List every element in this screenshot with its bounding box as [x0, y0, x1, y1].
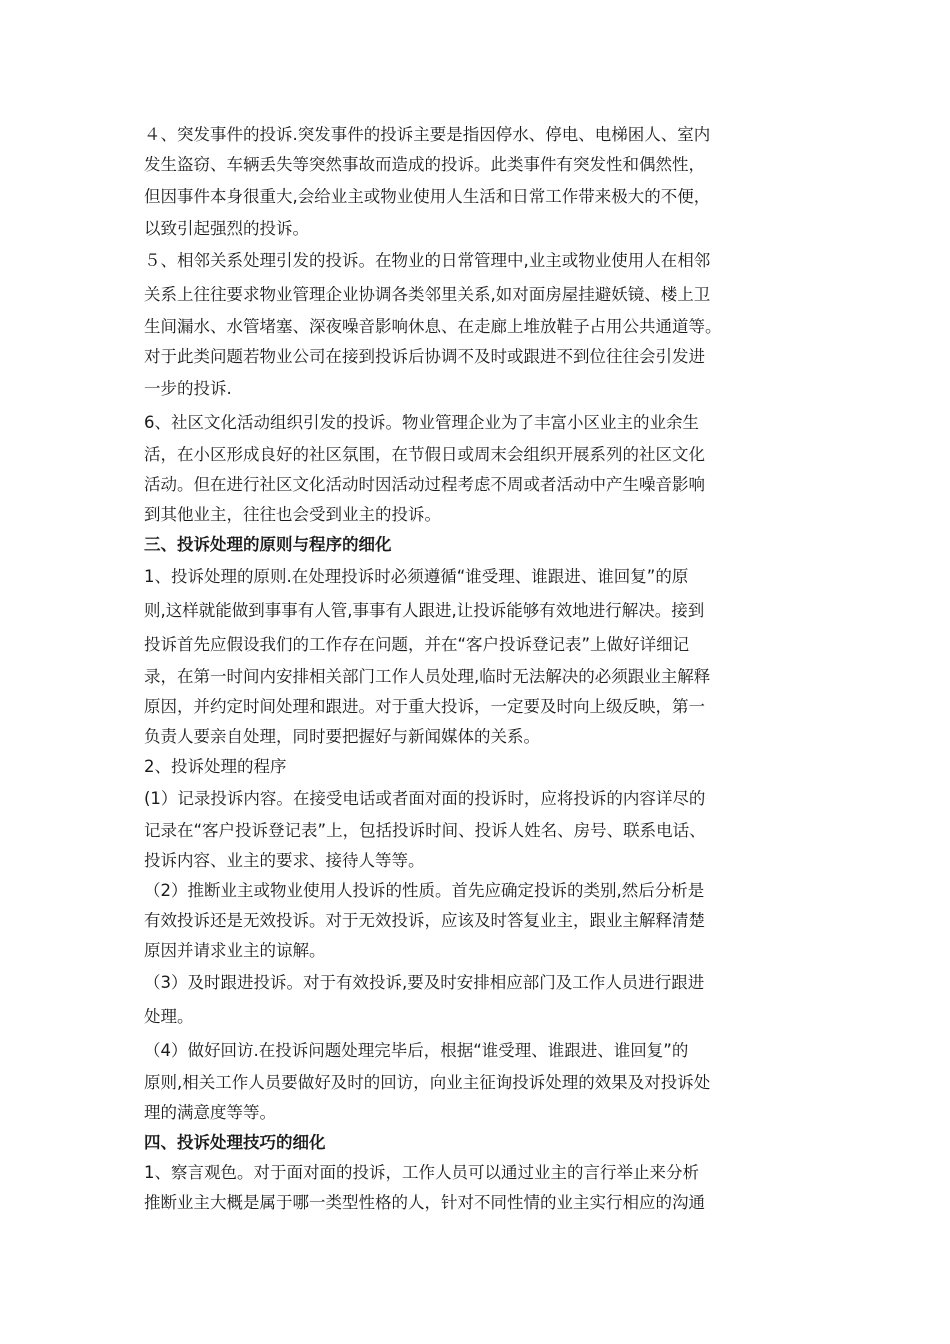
text-line: 处理。 — [144, 1007, 194, 1026]
text-line: 发生盗窃、车辆丢失等突然事故而造成的投诉。此类事件有突发性和偶然性， — [144, 155, 705, 174]
text-line: ４、突发事件的投诉.突发事件的投诉主要是指因停水、停电、电梯困人、室内 — [144, 125, 711, 144]
text-line: 则,这样就能做到事事有人管,事事有人跟进,让投诉能够有效地进行解决。接到 — [144, 601, 705, 620]
text-line: 投诉内容、业主的要求、接待人等等。 — [144, 851, 425, 870]
text-line: 原因并请求业主的谅解。 — [144, 941, 326, 960]
text-line: ５、相邻关系处理引发的投诉。在物业的日常管理中,业主或物业使用人在相邻 — [144, 251, 711, 270]
text-line: 生间漏水、水管堵塞、深夜噪音影响休息、在走廊上堆放鞋子占用公共通道等。 — [144, 317, 722, 336]
text-line: 1、察言观色。对于面对面的投诉，工作人员可以通过业主的言行举止来分析 — [144, 1163, 699, 1182]
text-line: 活动。但在进行社区文化活动时因活动过程考虑不周或者活动中产生噪音影响 — [144, 475, 705, 494]
text-line: 1、投诉处理的原则.在处理投诉时必须遵循“谁受理、谁跟进、谁回复”的原 — [144, 567, 689, 586]
text-line: （3）及时跟进投诉。对于有效投诉,要及时安排相应部门及工作人员进行跟进 — [144, 973, 705, 992]
text-line: 2、投诉处理的程序 — [144, 757, 287, 776]
section-heading: 四、投诉处理技巧的细化 — [144, 1133, 326, 1152]
document-body — [144, 120, 824, 1218]
text-line: 负责人要亲自处理，同时要把握好与新闻媒体的关系。 — [144, 727, 540, 746]
text-line: （2）推断业主或物业使用人投诉的性质。首先应确定投诉的类别,然后分析是 — [144, 881, 705, 900]
section-heading: 三、投诉处理的原则与程序的细化 — [144, 535, 392, 554]
text-line: (1）记录投诉内容。在接受电话或者面对面的投诉时，应将投诉的内容详尽的 — [144, 789, 706, 808]
text-line: 但因事件本身很重大,会给业主或物业使用人生活和日常工作带来极大的不便， — [144, 187, 711, 206]
text-line: 投诉首先应假设我们的工作存在问题，并在“客户投诉登记表”上做好详细记 — [144, 635, 690, 654]
text-line: 原因，并约定时间处理和跟进。对于重大投诉，一定要及时向上级反映，第一 — [144, 697, 705, 716]
text-line: 6、社区文化活动组织引发的投诉。物业管理企业为了丰富小区业主的业余生 — [144, 413, 699, 432]
text-line: 到其他业主，往往也会受到业主的投诉。 — [144, 505, 441, 524]
text-line: 对于此类问题若物业公司在接到投诉后协调不及时或跟进不到位往往会引发进 — [144, 347, 705, 366]
text-line: 以致引起强烈的投诉。 — [144, 219, 309, 238]
text-line: 原则,相关工作人员要做好及时的回访，向业主征询投诉处理的效果及对投诉处 — [144, 1073, 711, 1092]
text-line: 关系上往往要求物业管理企业协调各类邻里关系,如对面房屋挂避妖镜、楼上卫 — [144, 285, 711, 304]
text-line: 理的满意度等等。 — [144, 1103, 276, 1122]
text-line: 活，在小区形成良好的社区氛围，在节假日或周末会组织开展系列的社区文化 — [144, 445, 705, 464]
text-line: 一步的投诉. — [144, 379, 232, 398]
text-line: 有效投诉还是无效投诉。对于无效投诉，应该及时答复业主，跟业主解释清楚 — [144, 911, 705, 930]
text-line: 推断业主大概是属于哪一类型性格的人，针对不同性情的业主实行相应的沟通 — [144, 1193, 705, 1212]
text-line: 录，在第一时间内安排相关部门工作人员处理,临时无法解决的必须跟业主解释 — [144, 667, 711, 686]
text-line: 记录在“客户投诉登记表”上，包括投诉时间、投诉人姓名、房号、联系电话、 — [144, 821, 706, 840]
text-line: （4）做好回访.在投诉问题处理完毕后，根据“谁受理、谁跟进、谁回复”的 — [144, 1041, 689, 1060]
